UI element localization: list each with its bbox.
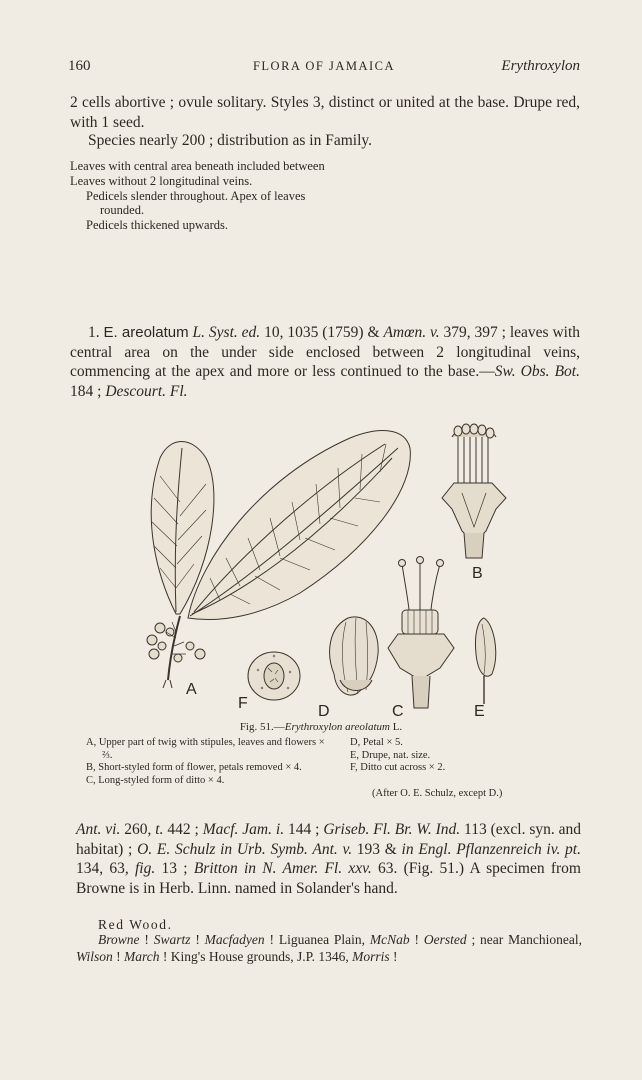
species-key [70,159,582,233]
key-row: Leaves with central area beneath included between [70,159,325,173]
figure-label-f: F [238,695,248,712]
figure-label-b: B [472,565,483,582]
localities-paragraph: Browne ! Swartz ! Macfadyen ! Liguanea Plain, McNab ! Oersted ; near Manchioneal, Wilson ! March ! King's House grounds, J.P. 1346, Morris ! [76,932,582,964]
key-row: Pedicels thickened upwards. [86,218,228,233]
figure-caption: Fig. 51.—Erythroxylon areolatum L. [239,721,403,733]
page-number: 160 [68,58,91,74]
species-count-paragraph: Species nearly 200 ; distribution as in Family. [88,132,372,149]
running-genus: Erythroxylon [501,58,580,74]
species-description: 1. E. areolatum L. Syst. ed. 10, 1035 (1759) & Amœn. v. 379, 397 ; leaves with central area on the under side enclosed between 2 longitudinal veins, commencing at the apex and more or less continued to the base.—Sw. Obs. Bot. 184 ; Descourt. Fl. [70,324,581,400]
key-row: Pedicels slender throughout. Apex of leaves [86,188,306,203]
species-name: E. areolatum [103,324,189,341]
key-row: rounded. [100,203,145,218]
figure-label-d: D [318,703,330,718]
references-paragraph: Ant. vi. 260, t. 442 ; Macf. Jam. i. 144 ; Griseb. Fl. Br. W. Ind. 113 (excl. syn. and habitat) ; O. E. Schulz in Urb. Symb. Ant. v. 193 & in Engl. Pflanzenreich iv. pt. 134, 63, fig. 13 ; Britton in N. Amer. Fl. xxv. 63. (Fig. 51.) A specimen from Browne is in Herb. Linn. named in Solander's hand. [76,821,582,897]
key-row: Leaves without 2 longitudinal veins. [70,173,253,188]
legend-item-b: B, Short-styled form of flower, petals removed × 4. [86,762,302,774]
running-header [68,58,580,78]
figure-label-a: A [186,681,197,698]
running-title: FLORA OF JAMAICA [252,59,396,73]
common-name: Red Wood. [98,917,173,932]
legend-item-d: D, Petal × 5. [350,737,403,748]
legend-item-a: A, Upper part of twig with stipules, leaves and flowers × ⅔. [86,737,325,761]
legend-item-f: F, Ditto cut across × 2. [350,762,446,774]
figure-label-c: C [392,703,404,718]
intro-paragraph: 2 cells abortive ; ovule solitary. Styles 3, distinct or united at the base. Drupe red, with 1 seed. [70,94,580,131]
botanical-illustration [130,418,510,718]
figure-credit: (After O. E. Schulz, except D.) [372,788,503,799]
legend-item-c: C, Long-styled form of ditto × 4. [86,774,225,786]
figure-label-e: E [474,703,485,718]
legend-item-e: E, Drupe, nat. size. [350,749,431,761]
